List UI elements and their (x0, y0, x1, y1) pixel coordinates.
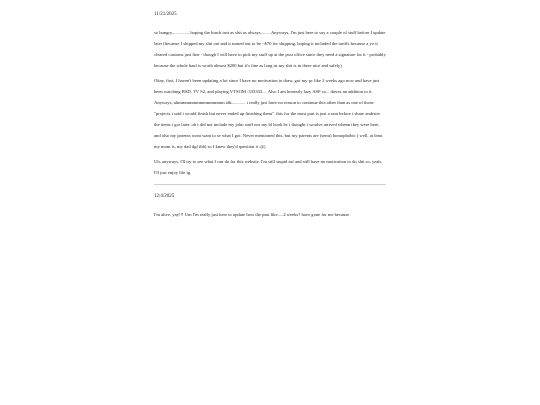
entry-date: 11/21/2025 (154, 12, 177, 17)
blog-entry (154, 11, 386, 178)
entry-paragraph: Okay, first, I haven't been updating a lot since I have no motivation to draw, got my pc like 2 weeks ago now and have just been watching BSD, TV S2, and playing VTSOM :333333.... Also I am honestly lazy ASF so... theres an addition to it. Anyways, uhmmmmmmmmmmmmm idk............ i really just have no reason to continue this other than as one of those "projects i said i would finish but never ended up finishing them". this for the most part is just a rant before i share andrsite the items i got later. oh i did not include my john stuff nor my bl book bc i thought i woulve arrived whenn they were here, and also my parents wont want to se what I got. Never mentioned this, but my parents are (semi) homophobic ( well, at least my mom is, my dad dgf tbh) so I knew they'd question it ;(((; (154, 78, 383, 149)
entry-paragraph: Uh, anyways, I'll try to see what I can do for this website. I'm still stupid asf and still have no motivation to do shit so, yeah, I'll just enjoy life ig. (154, 159, 382, 175)
entry-date: 12/4/2025 (154, 194, 175, 199)
blog-entry (154, 193, 386, 220)
entry-paragraph: so hungry................hoping the lunch isnt as shit as always.........Anyways, I'm just here to say a couple of stuff before I update later (because I shipped my shit out and it turned out to be ~$70 for shipping, hoping it included the tariffs because a yo it cleared customs just fine - though I will have to pick my stuff up at the post office since they need a signature for it - probably because the whole haul is worth almost $200 but it's fine as long as my shit is in there nice and safely) (154, 30, 386, 68)
entry-divider (154, 184, 386, 185)
blog-page (154, 11, 386, 224)
entry-paragraph: I'm alive, yay!!! Um I'm really just here to update how the past like.....2 weeks? have gone for me because (154, 212, 350, 217)
